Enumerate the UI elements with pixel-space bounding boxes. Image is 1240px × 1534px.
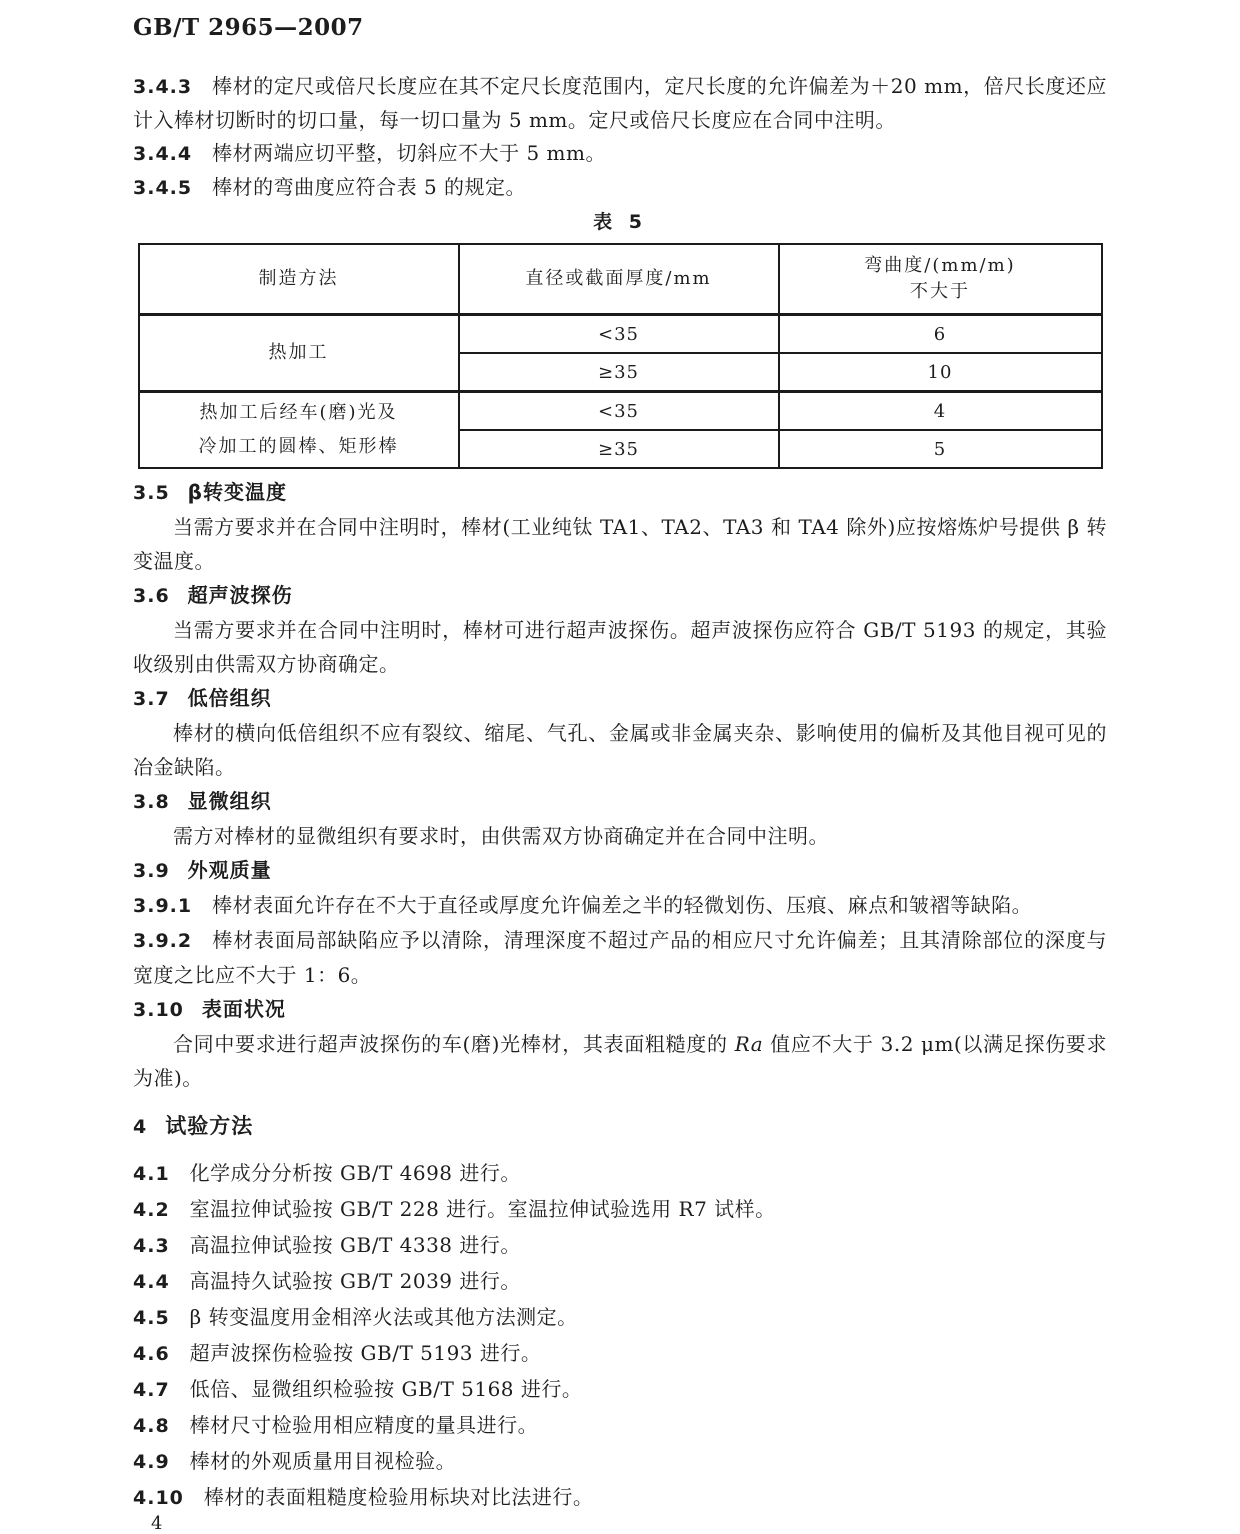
section-number: 3.8 xyxy=(133,791,170,813)
clause-number: 4.4 xyxy=(133,1271,170,1293)
test-method-item-4-9 xyxy=(133,1444,1107,1480)
test-method-item-4-2 xyxy=(133,1192,1107,1228)
clause-3-4-3 xyxy=(133,70,1107,137)
clause-text: 化学成分分析按 GB/T 4698 进行。 xyxy=(189,1161,521,1185)
standard-number-header: GB/T 2965—2007 xyxy=(133,14,364,41)
section-title: 外观质量 xyxy=(187,858,272,882)
test-method-item-4-1 xyxy=(133,1156,1107,1192)
clause-text: 超声波探伤检验按 GB/T 5193 进行。 xyxy=(189,1341,542,1365)
clause-number: 4.7 xyxy=(133,1379,170,1401)
cell-method-hot-worked: 热加工 xyxy=(139,315,459,392)
cell-curvature-value: 5 xyxy=(779,430,1102,468)
cell-curvature-value: 10 xyxy=(779,353,1102,392)
chapter-number: 4 xyxy=(133,1116,148,1138)
table-row xyxy=(139,315,1102,354)
table-5-header-curvature-line2: 不大于 xyxy=(910,281,970,302)
clause-number: 3.4.3 xyxy=(133,76,193,98)
section-body-3-6: 当需方要求并在合同中注明时，棒材可进行超声波探伤。超声波探伤应符合 GB/T 5193 的规定，其验收级别由供需双方协商确定。 xyxy=(133,618,1107,676)
test-method-item-4-5 xyxy=(133,1300,1107,1336)
clause-number: 4.1 xyxy=(133,1163,170,1185)
section-body-3-8: 需方对棒材的显微组织有要求时，由供需双方协商确定并在合同中注明。 xyxy=(173,824,829,848)
clause-number: 4.3 xyxy=(133,1235,170,1257)
clause-number: 4.8 xyxy=(133,1415,170,1437)
table-5-header-curvature-line1: 弯曲度/(mm/m) xyxy=(864,255,1016,276)
table-5-header-row xyxy=(139,244,1102,315)
table-5 xyxy=(138,243,1103,469)
clause-text: 棒材两端应切平整，切斜应不大于 5 mm。 xyxy=(212,141,606,165)
cell-size: <35 xyxy=(459,315,779,354)
section-body-3-7: 棒材的横向低倍组织不应有裂纹、缩尾、气孔、金属或非金属夹杂、影响使用的偏析及其他目视可见的冶金缺陷。 xyxy=(133,721,1107,779)
section-title: 显微组织 xyxy=(187,789,272,813)
section-title: 低倍组织 xyxy=(187,686,272,710)
test-method-item-4-6 xyxy=(133,1336,1107,1372)
chapter-heading-4 xyxy=(133,1109,1107,1144)
cell-size: ≥35 xyxy=(459,430,779,468)
body-text: 值应不大于 3.2 μm(以满足探伤要求为准)。 xyxy=(133,1032,1107,1090)
section-body-3-10 xyxy=(133,1027,1107,1095)
test-method-item-4-10 xyxy=(133,1480,1107,1516)
table-5-header-method: 制造方法 xyxy=(139,244,459,315)
clause-text: 低倍、显微组织检验按 GB/T 5168 进行。 xyxy=(189,1377,583,1401)
test-method-item-4-4 xyxy=(133,1264,1107,1300)
ra-symbol: Ra xyxy=(734,1032,764,1056)
body-text: 合同中要求进行超声波探伤的车(磨)光棒材，其表面粗糙度的 xyxy=(173,1032,735,1056)
clause-text: 棒材的外观质量用目视检验。 xyxy=(189,1449,457,1473)
clause-text: 室温拉伸试验按 GB/T 228 进行。室温拉伸试验选用 R7 试样。 xyxy=(189,1197,776,1221)
clause-number: 4.2 xyxy=(133,1199,170,1221)
section-heading-3-8 xyxy=(133,784,1107,819)
clause-number: 3.9.1 xyxy=(133,895,193,917)
page-number: 4 xyxy=(151,1513,163,1534)
section-body-3-5: 当需方要求并在合同中注明时，棒材(工业纯钛 TA1、TA2、TA3 和 TA4 除外)应按熔炼炉号提供 β 转变温度。 xyxy=(133,515,1107,573)
table-5-header-curvature xyxy=(779,244,1102,315)
cell-size: ≥35 xyxy=(459,353,779,392)
section-heading-3-6 xyxy=(133,578,1107,613)
section-heading-3-10 xyxy=(133,992,1107,1027)
section-heading-3-5 xyxy=(133,475,1107,510)
clause-3-9-2 xyxy=(133,923,1107,992)
clause-text: 棒材的定尺或倍尺长度应在其不定尺长度范围内，定尺长度的允许偏差为＋20 mm，倍尺长度还应计入棒材切断时的切口量，每一切口量为 5 mm。定尺或倍尺长度应在合同中注明。 xyxy=(133,74,1107,132)
clause-text: 棒材的表面粗糙度检验用标块对比法进行。 xyxy=(203,1485,594,1509)
test-method-item-4-8 xyxy=(133,1408,1107,1444)
table-row xyxy=(139,392,1102,431)
section-title: 超声波探伤 xyxy=(187,583,293,607)
clause-text: 棒材尺寸检验用相应精度的量具进行。 xyxy=(189,1413,539,1437)
clause-number: 3.9.2 xyxy=(133,930,193,952)
cell-size: <35 xyxy=(459,392,779,431)
table-5-title: 表 5 xyxy=(593,211,647,233)
clause-number: 3.4.5 xyxy=(133,177,193,199)
section-title: β转变温度 xyxy=(187,480,287,504)
section-title: 表面状况 xyxy=(201,997,286,1021)
clause-number: 4.9 xyxy=(133,1451,170,1473)
clause-text: 棒材的弯曲度应符合表 5 的规定。 xyxy=(212,175,527,199)
clause-text: 棒材表面允许存在不大于直径或厚度允许偏差之半的轻微划伤、压痕、麻点和皱褶等缺陷。 xyxy=(212,893,1033,917)
section-number: 3.7 xyxy=(133,688,170,710)
section-heading-3-9 xyxy=(133,853,1107,888)
section-number: 3.6 xyxy=(133,585,170,607)
test-method-item-4-7 xyxy=(133,1372,1107,1408)
chapter-title: 试验方法 xyxy=(165,1114,254,1138)
clause-text: 高温拉伸试验按 GB/T 4338 进行。 xyxy=(189,1233,521,1257)
table-5-header-size: 直径或截面厚度/mm xyxy=(459,244,779,315)
clause-text: 棒材表面局部缺陷应予以清除，清理深度不超过产品的相应尺寸允许偏差；且其清除部位的深度与宽度之比应不大于 1：6。 xyxy=(133,928,1107,987)
section-heading-3-7 xyxy=(133,681,1107,716)
clause-3-9-1 xyxy=(133,888,1107,923)
test-method-item-4-3 xyxy=(133,1228,1107,1264)
section-number: 3.9 xyxy=(133,860,170,882)
section-number: 3.5 xyxy=(133,482,170,504)
cell-method-machined: 热加工后经车(磨)光及 冷加工的圆棒、矩形棒 xyxy=(139,392,459,469)
clause-number: 3.4.4 xyxy=(133,143,193,165)
clause-text: β 转变温度用金相淬火法或其他方法测定。 xyxy=(189,1305,578,1329)
cell-curvature-value: 6 xyxy=(779,315,1102,354)
clause-number: 4.6 xyxy=(133,1343,170,1365)
clause-3-4-5 xyxy=(133,171,1107,205)
cell-curvature-value: 4 xyxy=(779,392,1102,431)
clause-number: 4.5 xyxy=(133,1307,170,1329)
clause-number: 4.10 xyxy=(133,1487,184,1509)
clause-text: 高温持久试验按 GB/T 2039 进行。 xyxy=(189,1269,521,1293)
section-number: 3.10 xyxy=(133,999,184,1021)
clause-3-4-4 xyxy=(133,137,1107,171)
